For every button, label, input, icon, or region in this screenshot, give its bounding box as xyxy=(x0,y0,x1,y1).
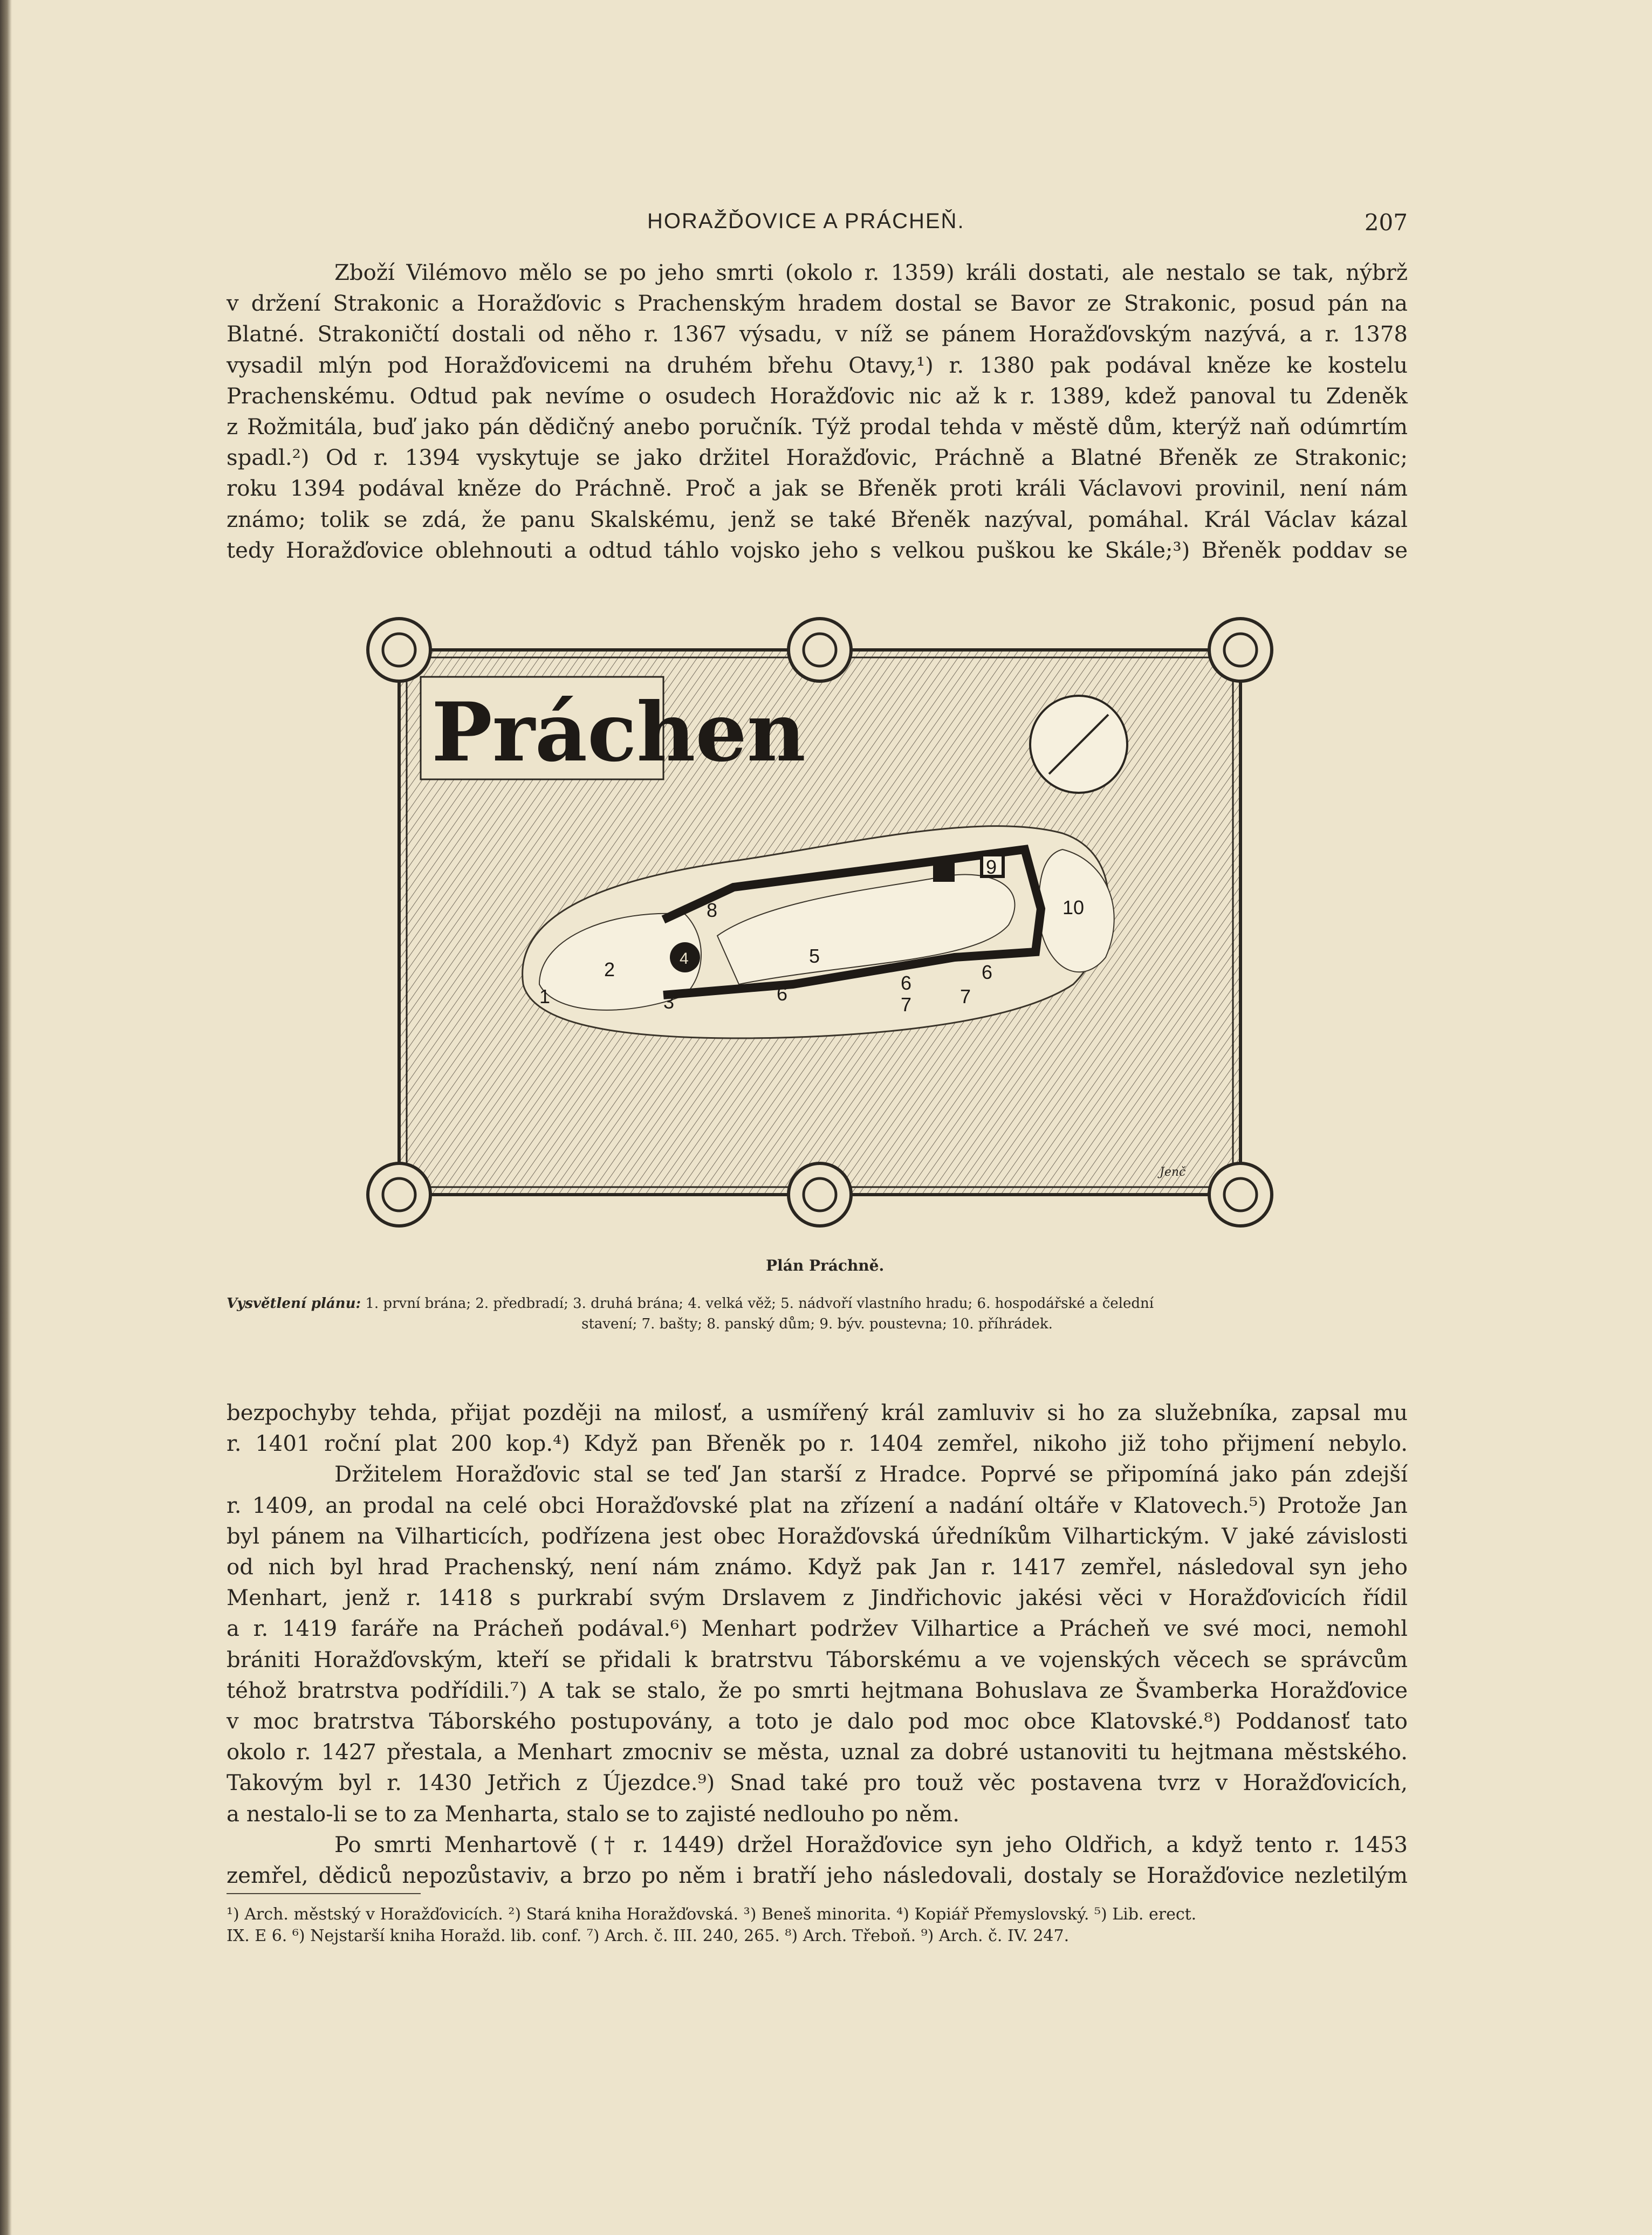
legend-line: stavení; 7. bašty; 8. panský dům; 9. býv. poustevna; 10. příhrádek. xyxy=(581,1316,1053,1332)
plan-title: Práchen xyxy=(431,685,806,780)
text-line: r. 1401 roční plat 200 kop.⁴) Když pan Břeněk po r. 1404 zemřel, nikoho již toho přijmení nebylo. xyxy=(227,1431,1408,1457)
svg-text:3: 3 xyxy=(663,991,675,1013)
text-line: okolo r. 1427 přestala, a Menhart zmocniv se města, uznal za dobré ustanoviti tu hejtmana městského. xyxy=(227,1740,1408,1765)
text-line: tedy Horažďovice oblehnouti a odtud táhlo vojsko jeho s velkou puškou ke Skále;³) Břeněk poddav se xyxy=(227,538,1408,563)
footnotes xyxy=(227,1904,1408,1947)
text-line: Prachenskému. Odtud pak nevíme o osudech Horažďovic nic až k r. 1389, kdež panoval tu Zdeněk xyxy=(227,383,1408,409)
text-line: Takovým byl r. 1430 Jetřich z Újezdce.⁹) Snad také pro touž věc postavena tvrz v Horažďovicích, xyxy=(227,1771,1408,1796)
svg-text:1: 1 xyxy=(539,985,551,1007)
svg-text:6: 6 xyxy=(777,983,788,1005)
text-line: byl pánem na Vilharticích, podřízena jest obec Horažďovská úředníkům Vilhartickým. V jaké závislosti xyxy=(227,1524,1408,1549)
svg-text:10: 10 xyxy=(1063,896,1085,918)
text-line: od nich byl hrad Prachenský, není nám známo. Když pak Jan r. 1417 zemřel, následoval syn jeho xyxy=(227,1555,1408,1580)
running-head: HORAŽĎOVICE A PRÁCHEŇ. xyxy=(647,209,965,233)
text-line: vysadil mlýn pod Horažďovicemi na druhém břehu Otavy,¹) r. 1380 pak podával kněze ke kostelu xyxy=(227,353,1408,378)
text-line: Zboží Vilémovo mělo se po jeho smrti (okolo r. 1359) králi dostati, ale nestalo se tak, nýbrž xyxy=(334,260,1408,285)
footnote-rule xyxy=(227,1893,421,1894)
castle-plan-illustration xyxy=(361,607,1278,1238)
corner-knot-ornament xyxy=(368,1163,430,1226)
svg-text:7: 7 xyxy=(901,993,912,1016)
svg-text:6: 6 xyxy=(982,961,993,983)
text-line: r. 1409, an prodal na celé obci Horažďovské plat na zřízení a nadání oltáře v Klatovech.⁵) Protože Jan xyxy=(227,1493,1408,1518)
corner-knot-ornament xyxy=(1209,619,1272,681)
text-line: Blatné. Strakoničtí dostali od něho r. 1367 výsadu, v níž se pánem Horažďovským nazývá, a r. 1378 xyxy=(227,322,1408,347)
text-line: v moc bratrstva Táborského postupovány, a toto je dalo pod moc obce Klatovské.⁸) Poddanosť tato xyxy=(227,1709,1408,1734)
text-line: z Rožmitála, buď jako pán dědičný anebo poručník. Týž prodal tehda v městě dům, kterýž naň odúmrtím xyxy=(227,415,1408,440)
text-block-top xyxy=(227,258,1408,566)
text-line: roku 1394 podával kněze do Práchně. Proč a jak se Břeněk proti králi Václavovi provinil, není nám xyxy=(227,476,1408,502)
text-line: brániti Horažďovským, kteří se přidali k bratrstvu Táborskému a ve vojenských věcech se správcům xyxy=(227,1647,1408,1672)
svg-text:6: 6 xyxy=(901,972,912,994)
svg-text:5: 5 xyxy=(809,945,820,967)
svg-text:2: 2 xyxy=(604,958,615,981)
text-line: Menhart, jenž r. 1418 s purkrabí svým Drslavem z Jindřichovic jakési věci v Horažďovicích řídil xyxy=(227,1586,1408,1611)
page-binding-edge xyxy=(0,0,12,2235)
text-block-bottom xyxy=(227,1398,1408,1891)
text-line: a nestalo-li se to za Menharta, stalo se to zajisté nedlouho po něm. xyxy=(227,1801,960,1827)
corner-knot-ornament xyxy=(1209,1163,1272,1226)
top-knot-ornament xyxy=(789,619,851,681)
text-line: Držitelem Horažďovic stal se teď Jan starší z Hradce. Poprvé se připomíná jako pán zdejší xyxy=(334,1462,1408,1487)
artist-signature: Jenč xyxy=(1160,1166,1186,1179)
svg-text:8: 8 xyxy=(936,860,947,882)
text-line: Po smrti Menhartově († r. 1449) držel Horažďovice syn jeho Oldřich, a když tento r. 1453 xyxy=(334,1832,1408,1857)
page-header xyxy=(227,209,1408,242)
figure-caption-title: Plán Práchně. xyxy=(766,1257,885,1274)
svg-text:4: 4 xyxy=(680,950,689,968)
footnote-line: IX. E 6. ⁶) Nejstarší kniha Horažd. lib. conf. ⁷) Arch. č. III. 240, 265. ⁸) Arch. Třeboň. ⁹) Arch. č. IV. 247. xyxy=(227,1927,1070,1945)
legend-label: Vysvětlení plánu: xyxy=(227,1295,361,1312)
svg-text:8: 8 xyxy=(707,899,718,921)
text-line: známo; tolik se zdá, že panu Skalskému, jenž se také Břeněk nazýval, pomáhal. Král Václav kázal xyxy=(227,507,1408,532)
text-line: bezpochyby tehda, přijat později na milosť, a usmířený král zamluviv si ho za služebníka, zapsal mu xyxy=(227,1401,1408,1425)
svg-text:9: 9 xyxy=(986,856,997,878)
bottom-knot-ornament xyxy=(789,1163,851,1226)
text-line: spadl.²) Od r. 1394 vyskytuje se jako držitel Horažďovic, Práchně a Blatné Břeněk ze Strakonic; xyxy=(227,445,1408,471)
text-line: a r. 1419 faráře na Prácheň podával.⁶) Menhart podržev Vilhartice a Prácheň ve své moci, nemohl xyxy=(227,1616,1408,1642)
corner-knot-ornament xyxy=(368,619,430,681)
legend-line: 1. první brána; 2. předbradí; 3. druhá brána; 4. velká věž; 5. nádvoří vlastního hradu; 6. hospodářské a čelední xyxy=(365,1295,1154,1312)
svg-text:7: 7 xyxy=(960,985,971,1007)
text-line: téhož bratrstva podřídili.⁷) A tak se stalo, že po smrti hejtmana Bohuslava ze Švamberka Horažďovice xyxy=(227,1678,1408,1703)
text-line: v držení Strakonic a Horažďovic s Prachenským hradem dostal se Bavor ze Strakonic, posud pán na xyxy=(227,291,1408,317)
figure-legend xyxy=(227,1293,1408,1334)
castle-plan-figure xyxy=(361,607,1278,1238)
text-line: zemřel, dědiců nepozůstaviv, a brzo po něm i bratří jeho následovali, dostaly se Horažďovice nezletilým xyxy=(227,1863,1408,1889)
footnote-line: ¹) Arch. městský v Horažďovicích. ²) Stará kniha Horažďovská. ³) Beneš minorita. ⁴) Kopiář Přemyslovský. ⁵) Lib. erect. xyxy=(227,1905,1197,1924)
page-number: 207 xyxy=(1364,209,1408,236)
